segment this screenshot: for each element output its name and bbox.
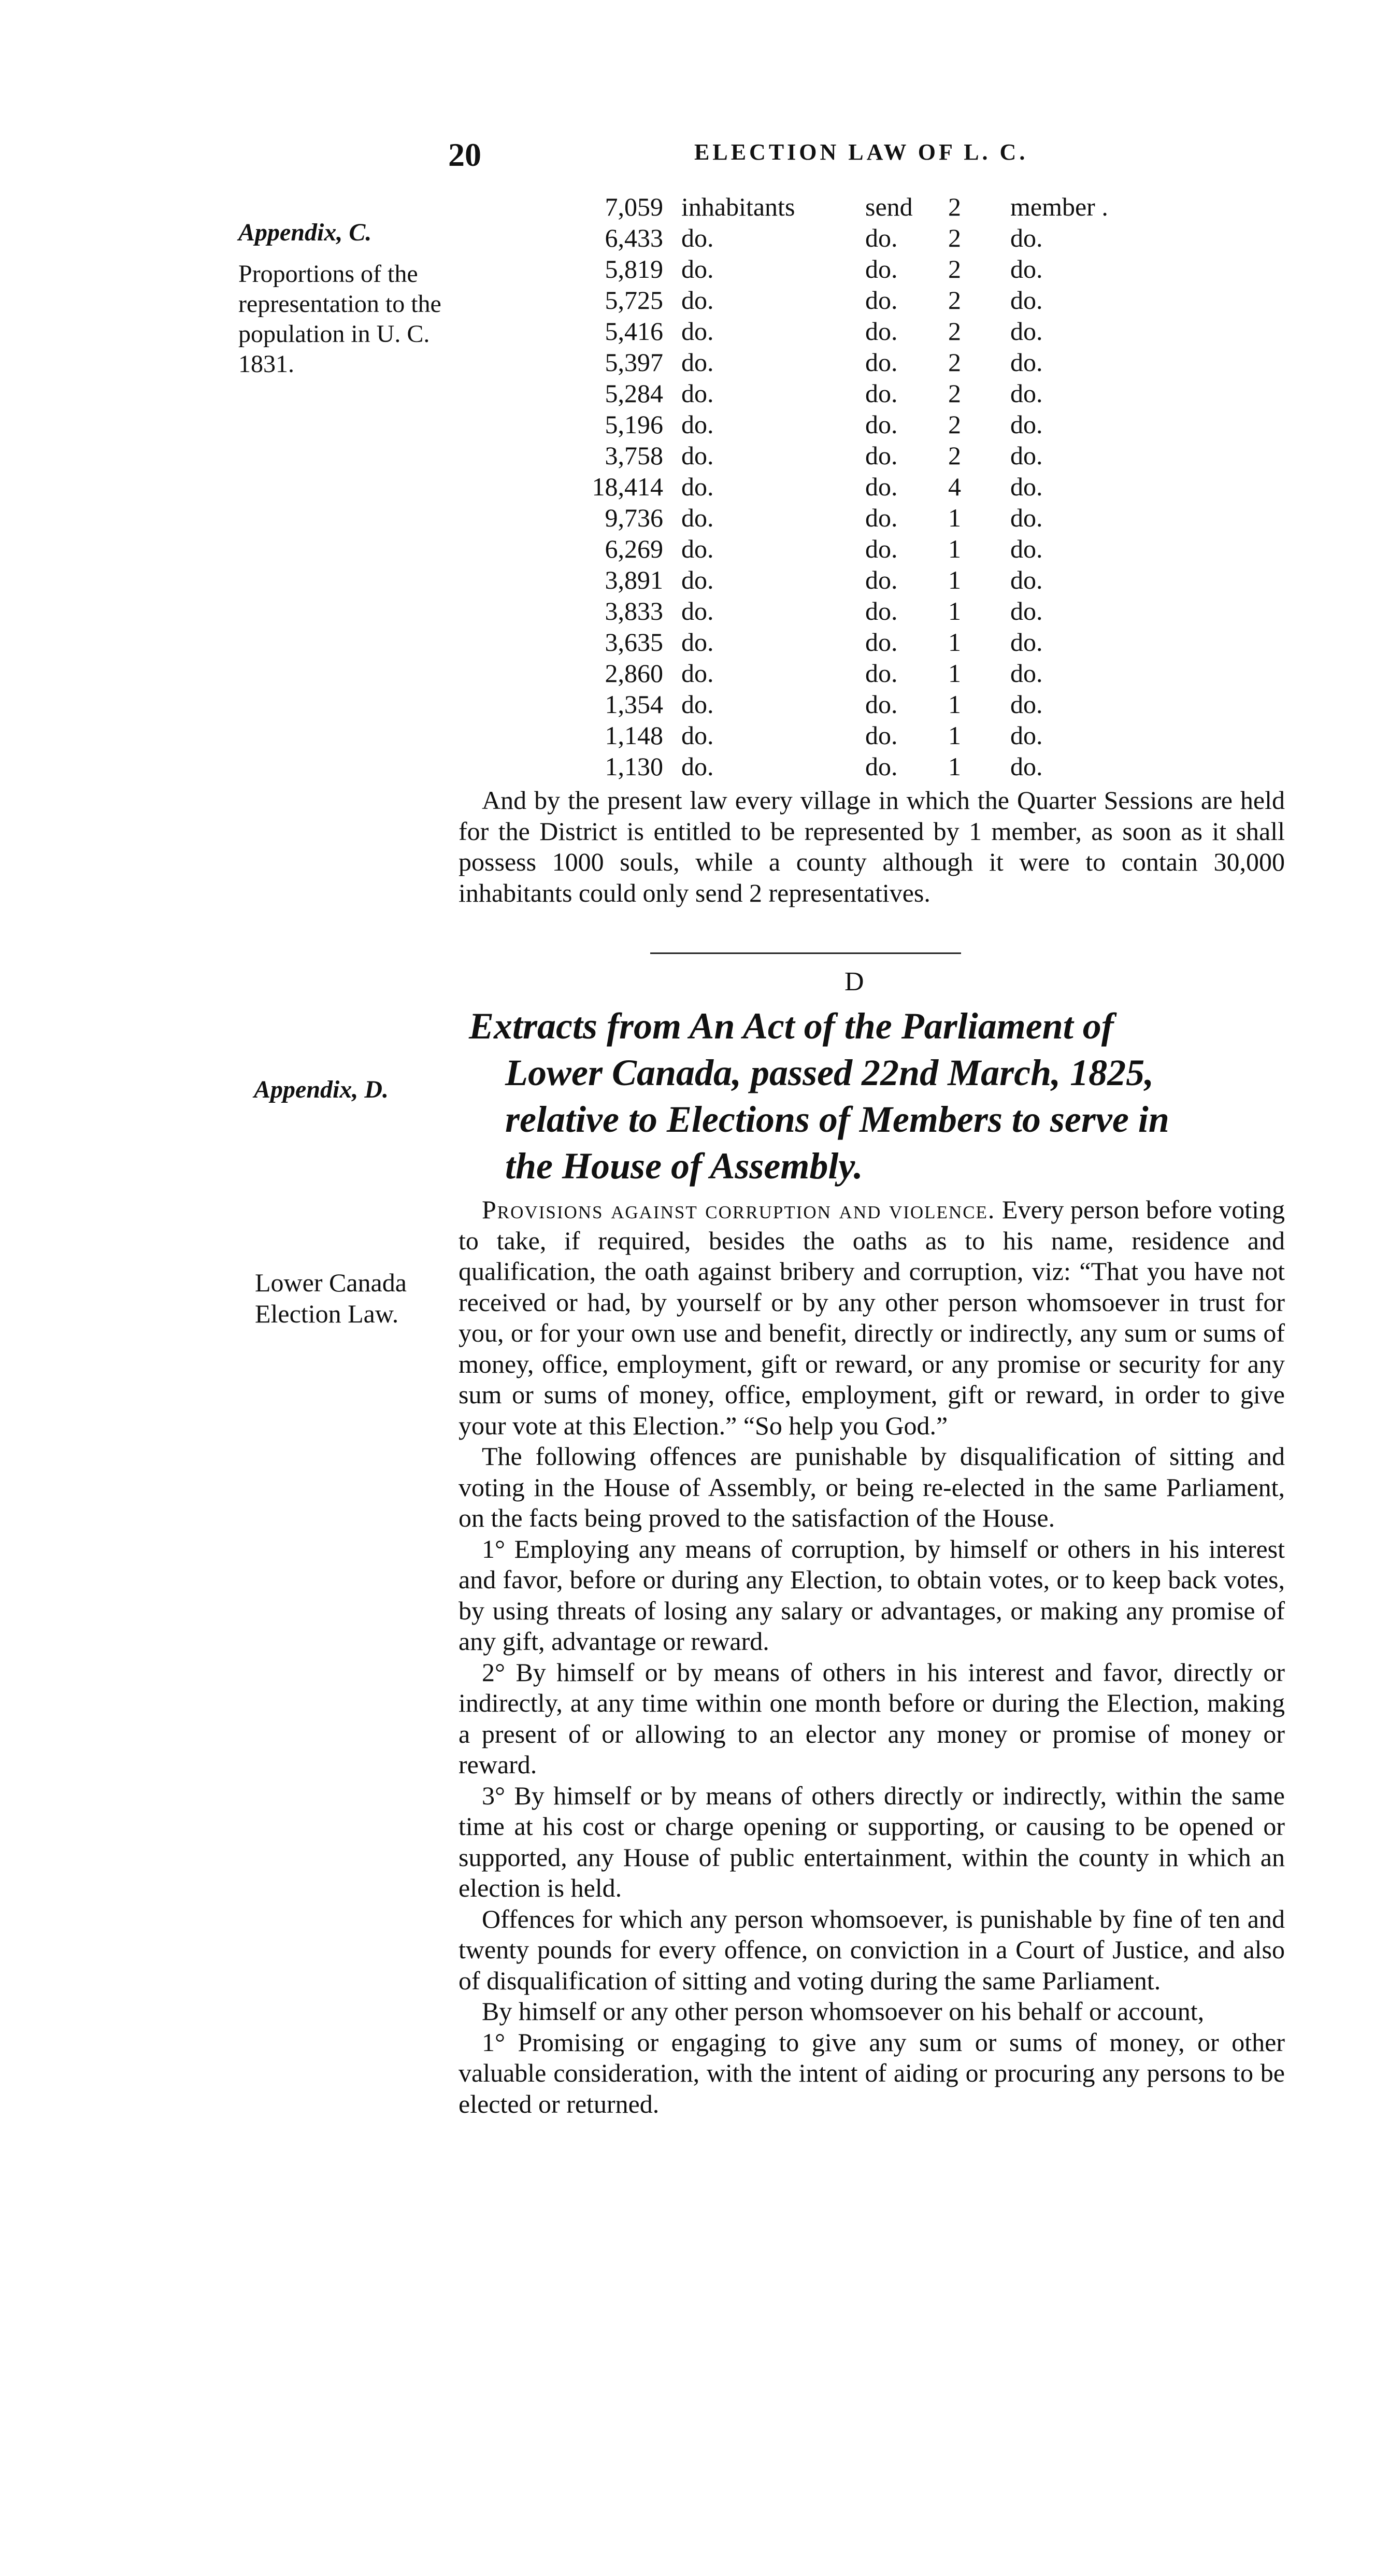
heading-line: relative to Elections of Members to serve in	[505, 1099, 1169, 1140]
population-cell: 1,130	[605, 752, 663, 781]
population-cell: 5,416	[605, 317, 663, 346]
population-cell: 5,196	[605, 410, 663, 439]
label-cell: do.	[681, 721, 714, 750]
population-cell: 18,414	[592, 472, 663, 501]
send-cell: do.	[865, 379, 898, 408]
body-paragraph: 2° By himself or by means of others in his interest and favor, directly or indirectly, at any time within one month before or during the Election, making a present of or allowing to an elector any money or promise of money or reward.	[459, 1657, 1285, 1779]
members-cell: 1	[948, 690, 961, 719]
population-cell: 3,758	[605, 441, 663, 470]
members-cell: 2	[948, 223, 961, 252]
send-cell: do.	[865, 503, 898, 532]
body-paragraph: By himself or any other person whomsoever on his behalf or account,	[482, 1997, 1205, 2026]
send-cell: do.	[865, 565, 898, 594]
label-cell: do.	[681, 628, 714, 657]
members-cell: 2	[948, 254, 961, 283]
law-note-line: Election Law.	[255, 1299, 399, 1328]
population-cell: 3,635	[605, 628, 663, 657]
margin-note-law	[255, 1267, 462, 1329]
body-paragraph	[459, 1194, 1285, 1441]
send-cell: do.	[865, 534, 898, 563]
act-extract-body	[459, 1194, 1285, 2119]
population-cell: 1,354	[605, 690, 663, 719]
send-cell: do.	[865, 348, 898, 377]
send-cell: do.	[865, 410, 898, 439]
member-word-cell: do.	[1010, 596, 1043, 625]
population-cell: 6,433	[605, 223, 663, 252]
population-cell: 3,833	[605, 596, 663, 625]
member-word-cell: do.	[1010, 441, 1043, 470]
body-paragraph: 3° By himself or by means of others directly or indirectly, within the same time at his cost or charge opening or supporting, or causing to be opened or supported, any House of public entertainment, within the county in which an election is held.	[459, 1781, 1285, 1902]
heading-line: Lower Canada, passed 22nd March, 1825,	[505, 1052, 1154, 1093]
members-cell: 2	[948, 286, 961, 315]
members-cell: 1	[948, 565, 961, 594]
label-cell: do.	[681, 379, 714, 408]
send-cell: do.	[865, 317, 898, 346]
label-cell: do.	[681, 317, 714, 346]
margin-note-appendix-c	[238, 218, 466, 379]
population-cell: 1,148	[605, 721, 663, 750]
appendix-c-note: Proportions of the representation to the population in U. C. 1831.	[238, 260, 441, 378]
label-cell: do.	[681, 286, 714, 315]
body-paragraph: The following offences are punishable by disqualification of sitting and voting in the House of Assembly, or being re-elected in the same Parliament, on the facts being proved to the satisfaction of the House.	[459, 1442, 1285, 1532]
send-cell: do.	[865, 752, 898, 781]
send-cell: do.	[865, 721, 898, 750]
page-number: 20	[448, 136, 481, 173]
appendix-c-label: Appendix, C.	[238, 219, 372, 246]
population-cell: 9,736	[605, 503, 663, 532]
member-word-cell: do.	[1010, 565, 1043, 594]
member-word-cell: do.	[1010, 534, 1043, 563]
law-note-line: Lower Canada	[255, 1268, 407, 1297]
member-word-cell: do.	[1010, 286, 1043, 315]
members-cell: 2	[948, 317, 961, 346]
label-cell: do.	[681, 348, 714, 377]
members-cell: 2	[948, 348, 961, 377]
label-cell: do.	[681, 690, 714, 719]
label-cell: do.	[681, 223, 714, 252]
member-word-cell: do.	[1010, 628, 1043, 657]
label-cell: do.	[681, 565, 714, 594]
label-cell: do.	[681, 534, 714, 563]
heading-line: Extracts from An Act of the Parliament of	[469, 1005, 1114, 1047]
members-cell: 2	[948, 379, 961, 408]
label-cell: do.	[681, 410, 714, 439]
send-cell: do.	[865, 254, 898, 283]
members-cell: 4	[948, 472, 961, 501]
member-word-cell: do.	[1010, 721, 1043, 750]
members-cell: 1	[948, 628, 961, 657]
send-cell: do.	[865, 628, 898, 657]
population-cell: 7,059	[605, 192, 663, 221]
label-cell: do.	[681, 503, 714, 532]
member-word-cell: member .	[1010, 192, 1108, 221]
members-cell: 1	[948, 596, 961, 625]
population-cell: 6,269	[605, 534, 663, 563]
send-cell: do.	[865, 223, 898, 252]
member-word-cell: do.	[1010, 472, 1043, 501]
members-cell: 1	[948, 503, 961, 532]
label-cell: inhabitants	[681, 192, 795, 221]
send-cell: do.	[865, 441, 898, 470]
population-cell: 5,284	[605, 379, 663, 408]
members-cell: 1	[948, 659, 961, 688]
members-cell: 2	[948, 192, 961, 221]
body-paragraph: 1° Promising or engaging to give any sum or sums of money, or other valuable consideration, with the intent of aiding or procuring any persons to be elected or returned.	[459, 2027, 1285, 2118]
running-head: ELECTION LAW OF L. C.	[694, 139, 1028, 165]
section-letter: D	[844, 967, 864, 997]
member-word-cell: do.	[1010, 410, 1043, 439]
label-cell: do.	[681, 254, 714, 283]
body-paragraph: Offences for which any person whomsoever, is punishable by fine of ten and twenty pounds for every offence, on conviction in a Court of Justice, and also of disqualification of sitting and voting during the same Parliament.	[459, 1904, 1285, 1995]
members-cell: 1	[948, 534, 961, 563]
member-word-cell: do.	[1010, 690, 1043, 719]
members-cell: 1	[948, 752, 961, 781]
members-cell: 1	[948, 721, 961, 750]
village-law-paragraph	[459, 785, 1285, 908]
send-cell: do.	[865, 286, 898, 315]
provisions-label: Provisions against corruption and violence.	[482, 1195, 996, 1224]
member-word-cell: do.	[1010, 752, 1043, 781]
population-cell: 2,860	[605, 659, 663, 688]
send-cell: do.	[865, 596, 898, 625]
paragraph-text: And by the present law every village in which the Quarter Sessions are held for the District is entitled to be represented by 1 member, as soon as it shall possess 1000 souls, while a county although it were to contain 30,000 inhabitants could only send 2 representatives.	[459, 786, 1285, 907]
body-paragraph: 1° Employing any means of corruption, by himself or others in his interest and favor, before or during any Election, to obtain votes, or to keep back votes, by using threats of losing any salary or advantages, or making any promise of any gift, advantage or reward.	[459, 1534, 1285, 1656]
member-word-cell: do.	[1010, 379, 1043, 408]
send-cell: do.	[865, 659, 898, 688]
population-cell: 5,397	[605, 348, 663, 377]
member-word-cell: do.	[1010, 659, 1043, 688]
member-word-cell: do.	[1010, 348, 1043, 377]
send-cell: do.	[865, 472, 898, 501]
section-heading	[469, 1003, 1287, 1189]
oath-text: Every person before voting to take, if required, besides the oaths as to his name, residence and qualification, the oath against bribery and corruption, viz: “That you have not received or had, by yourself or by any other person whomsoever in trust for you, or for your own use and benefit, directly or indirectly, any sum or sums of money, office, employment, gift or reward, or any promise or security for any sum or sums of money, office, employment, gift or reward, in order to give your vote at this Election.” “So help you God.”	[459, 1195, 1285, 1440]
section-divider	[650, 952, 961, 954]
send-cell: send	[865, 192, 913, 221]
appendix-d-label: Appendix, D.	[254, 1076, 389, 1103]
member-word-cell: do.	[1010, 223, 1043, 252]
label-cell: do.	[681, 596, 714, 625]
members-cell: 2	[948, 410, 961, 439]
member-word-cell: do.	[1010, 503, 1043, 532]
members-cell: 2	[948, 441, 961, 470]
population-cell: 5,819	[605, 254, 663, 283]
send-cell: do.	[865, 690, 898, 719]
member-word-cell: do.	[1010, 317, 1043, 346]
population-cell: 3,891	[605, 565, 663, 594]
label-cell: do.	[681, 441, 714, 470]
population-cell: 5,725	[605, 286, 663, 315]
label-cell: do.	[681, 752, 714, 781]
label-cell: do.	[681, 659, 714, 688]
heading-line: the House of Assembly.	[505, 1145, 863, 1187]
label-cell: do.	[681, 472, 714, 501]
member-word-cell: do.	[1010, 254, 1043, 283]
